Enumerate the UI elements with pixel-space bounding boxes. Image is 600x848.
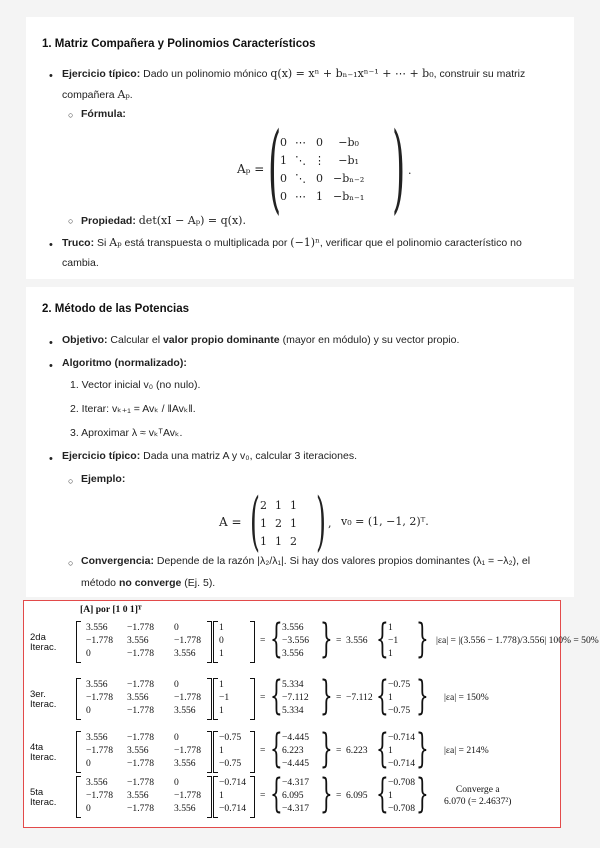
curly-brace: { xyxy=(376,616,389,662)
vector-cell: −0.75 xyxy=(219,732,242,743)
bracket xyxy=(207,731,212,773)
product-cell: −3.556 xyxy=(282,635,309,646)
bullet-circle: ○ xyxy=(68,476,74,486)
vector-cell: 1 xyxy=(219,705,224,716)
bracket xyxy=(250,731,255,773)
objective-line xyxy=(62,331,459,350)
objective-text: Calcular el xyxy=(107,334,163,346)
bracket xyxy=(76,731,81,773)
matrix-cell: 0 xyxy=(86,758,91,769)
convergence-line-2 xyxy=(81,574,215,593)
normalized-cell: −0.714 xyxy=(388,732,415,743)
matrix-cell: 3.556 xyxy=(174,648,196,659)
matrix-cell: −1.778 xyxy=(127,758,154,769)
exercise-text: Dado un polinomio mónico xyxy=(140,68,271,80)
scan-header: [A] por [1 0 1]ᵀ xyxy=(80,604,142,615)
vector-cell: 1 xyxy=(219,790,224,801)
product-cell: −4.317 xyxy=(282,777,309,788)
curly-brace: } xyxy=(416,771,429,817)
matrix-cell: −1.778 xyxy=(86,790,113,801)
ap-symbol: Aₚ xyxy=(117,88,130,101)
vector-cell: 1 xyxy=(219,745,224,756)
normalized-cell: 1 xyxy=(388,745,393,756)
matrix-cell: 3.556 xyxy=(174,705,196,716)
exercise-label: Ejercicio típico: xyxy=(62,68,141,80)
matrix-cell: −1.778 xyxy=(127,679,154,690)
equals-sign: = xyxy=(260,790,266,801)
bracket xyxy=(76,678,81,720)
matrix-cell: 3.556 xyxy=(86,679,108,690)
bracket xyxy=(213,678,218,720)
convergence-line xyxy=(81,552,571,571)
bracket xyxy=(250,678,255,720)
example-label: Ejemplo: xyxy=(81,473,126,485)
curly-brace: { xyxy=(270,673,283,719)
scale-factor: 3.556 xyxy=(346,635,368,646)
matrix-cell: −1.778 xyxy=(127,803,154,814)
matrix-cell: −1.778 xyxy=(127,705,154,716)
iteration-label: 3er. Iterac. xyxy=(30,689,57,710)
objective-text: (mayor en módulo) y su vector propio. xyxy=(279,334,460,346)
curly-brace: } xyxy=(320,726,333,772)
normalized-cell: −0.708 xyxy=(388,803,415,814)
polynomial-formula: q(x) = xⁿ + bₙ₋₁xⁿ⁻¹ + ⋯ + b₀ xyxy=(270,67,434,80)
scale-factor: −7.112 xyxy=(346,692,373,703)
product-cell: 6.223 xyxy=(282,745,304,756)
algorithm-label: Algoritmo (normalizado): xyxy=(62,357,187,369)
trick-label: Truco: xyxy=(62,237,95,249)
scale-factor: 6.223 xyxy=(346,745,368,756)
matrix-cell: 3.556 xyxy=(86,732,108,743)
convergence-text: (Ej. 5). xyxy=(181,577,216,589)
normalized-cell: −0.75 xyxy=(388,679,411,690)
product-cell: 6.095 xyxy=(282,790,304,801)
curly-brace: { xyxy=(270,616,283,662)
vector-cell: 1 xyxy=(219,622,224,633)
product-cell: −4.445 xyxy=(282,732,309,743)
bracket xyxy=(213,776,218,818)
trick-text: , verificar que el polinomio característico no xyxy=(319,237,522,249)
bracket xyxy=(76,776,81,818)
vector-cell: 1 xyxy=(219,679,224,690)
bracket xyxy=(213,731,218,773)
curly-brace: } xyxy=(416,616,429,662)
bullet-circle: ○ xyxy=(68,110,74,120)
normalized-cell: −0.714 xyxy=(388,758,415,769)
normalized-cell: −1 xyxy=(388,635,399,646)
left-paren: ( xyxy=(250,485,260,559)
vector-cell: −0.714 xyxy=(219,777,246,788)
vector-cell: 1 xyxy=(219,648,224,659)
matrix-cell: 0 xyxy=(174,622,179,633)
section-card-power-method: 2. Método de las Potencias • Objetivo: Calcular el valor propio dominante (mayor en módulo) y su vector propio. • Algoritmo (normalizado): 1. Vector inicial v₀ (no nulo). 2. Iterar: vₖ₊₁ = Avₖ / ‖Avₖ‖. 3. Aproximar λ ≈ vₖᵀAvₖ. • Ejercicio típico: Dada una matriz A y v₀, calcular 3 iteraciones. ○ Ejemplo: A = ( 2 1 1 1 2 1 1 1 2 ) , v₀ = (1, −1, 2)ᵀ. ○ Convergencia: Depende de la razón |λ₂/λ₁|. Si hay dos valores propios dominantes (λ₁ = −λ₂), el método no converge (Ej. 5). xyxy=(26,287,574,597)
scale-factor: 6.095 xyxy=(346,790,368,801)
algorithm-step: 3. Aproximar λ ≈ vₖᵀAvₖ. xyxy=(70,427,183,439)
equals-sign: = xyxy=(336,790,342,801)
trick-paragraph xyxy=(62,233,572,253)
curly-brace: { xyxy=(270,771,283,817)
matrix-cell: 0 xyxy=(174,679,179,690)
product-cell: −7.112 xyxy=(282,692,309,703)
matrix-cell: 0 xyxy=(86,803,91,814)
iteration-label: 2da Iterac. xyxy=(30,632,57,653)
curly-brace: { xyxy=(376,726,389,772)
error-value: |εa| = 150% xyxy=(444,692,489,703)
product-cell: 5.334 xyxy=(282,679,304,690)
vector-cell: 0 xyxy=(219,635,224,646)
error-value: |εa| = 214% xyxy=(444,745,489,756)
matrix-cell: 3.556 xyxy=(86,622,108,633)
objective-bold: valor propio dominante xyxy=(162,334,280,346)
bracket xyxy=(213,621,218,663)
matrix-cell: −1.778 xyxy=(174,790,201,801)
bullet-dot: • xyxy=(49,337,53,349)
bullet-dot: • xyxy=(49,360,53,372)
exercise-label: Ejercicio típico: xyxy=(62,450,141,462)
matrix-cell: 3.556 xyxy=(174,758,196,769)
equals-sign: = xyxy=(336,745,342,756)
bullet-dot: • xyxy=(49,70,53,82)
left-paren: ( xyxy=(268,112,282,224)
section-card-companion: 1. Matriz Compañera y Polinomios Característicos • Ejercicio típico: Dado un polinomio mónico q(x) = xⁿ + bₙ₋₁xⁿ⁻¹ + ⋯ + b₀, construir su matriz compañera Aₚ. ○ Fórmula: Aₚ = ( 0 ⋯ 0 −b₀ 1 ⋱ ⋮ −b₁ 0 ⋱ 0 −bₙ₋₂ 0 ⋯ 1 −bₙ₋₁ ) . ○ Propiedad: det(xI − Aₚ) = q(x). • Truco: Si Aₚ está transpuesta o multiplicada por (−1)ⁿ, verificar que el polinomio característico no cambia. xyxy=(26,17,574,279)
normalized-cell: −0.708 xyxy=(388,777,415,788)
matrix-cell: 0 xyxy=(86,648,91,659)
matrix-cell: −1.778 xyxy=(127,777,154,788)
bracket xyxy=(250,621,255,663)
property-formula: det(xI − Aₚ) = q(x). xyxy=(138,214,246,227)
section-title: 2. Método de las Potencias xyxy=(42,303,189,315)
right-paren: ) xyxy=(316,485,326,559)
matrix-cell: 3.556 xyxy=(127,692,149,703)
vector-cell: −0.75 xyxy=(219,758,242,769)
curly-brace: { xyxy=(376,673,389,719)
convergence-label: Convergencia: xyxy=(81,555,154,567)
product-cell: −4.445 xyxy=(282,758,309,769)
equals-sign: = xyxy=(336,692,342,703)
matrix-cell: 3.556 xyxy=(174,803,196,814)
matrix-cell: −1.778 xyxy=(127,732,154,743)
exercise-paragraph xyxy=(62,64,572,84)
equals-sign: = xyxy=(336,635,342,646)
exercise-text: Dada una matriz A y v₀, calcular 3 iteraciones. xyxy=(140,450,357,462)
property-label: Propiedad: xyxy=(81,215,136,227)
formula-lhs: Aₚ = xyxy=(237,162,265,176)
equals-sign: = xyxy=(260,692,266,703)
bullet-circle: ○ xyxy=(68,216,74,226)
normalized-cell: 1 xyxy=(388,692,393,703)
formula-label: Fórmula: xyxy=(81,108,126,120)
example-lhs: A = xyxy=(219,515,242,529)
vector-cell: −0.714 xyxy=(219,803,246,814)
bracket xyxy=(207,776,212,818)
normalized-cell: 1 xyxy=(388,648,393,659)
right-paren: ) xyxy=(392,112,406,224)
matrix-cell: 0 xyxy=(174,777,179,788)
iteration-label: 4ta Iterac. xyxy=(30,742,57,763)
product-cell: −4.317 xyxy=(282,803,309,814)
curly-brace: { xyxy=(270,726,283,772)
vector-cell: −1 xyxy=(219,692,230,703)
matrix-cell: −1.778 xyxy=(86,745,113,756)
bracket xyxy=(207,678,212,720)
error-value: |εa| = |(3.556 − 1.778)/3.556| 100% = 50% xyxy=(436,635,599,646)
equals-sign: = xyxy=(260,635,266,646)
matrix-cell: 3.556 xyxy=(127,635,149,646)
property-line xyxy=(81,211,246,231)
normalized-cell: 1 xyxy=(388,622,393,633)
iteration-label: 5ta Iterac. xyxy=(30,787,57,808)
bullet-circle: ○ xyxy=(68,558,74,568)
matrix-cell: −1.778 xyxy=(127,622,154,633)
bullet-dot: • xyxy=(49,239,53,251)
normalized-cell: −0.75 xyxy=(388,705,411,716)
objective-label: Objetivo: xyxy=(62,334,108,346)
matrix-cell: 3.556 xyxy=(127,745,149,756)
matrix-cell: 0 xyxy=(174,732,179,743)
ap-symbol: Aₚ xyxy=(109,236,122,249)
exercise-text: compañera xyxy=(62,89,118,101)
product-cell: 3.556 xyxy=(282,622,304,633)
example-matrix: 2 1 1 1 2 1 1 1 2 xyxy=(260,498,297,548)
curly-brace: } xyxy=(320,673,333,719)
equals-sign: = xyxy=(260,745,266,756)
curly-brace: } xyxy=(416,726,429,772)
curly-brace: } xyxy=(320,616,333,662)
trick-text: Si xyxy=(94,237,110,249)
curly-brace: { xyxy=(376,771,389,817)
matrix-cell: −1.778 xyxy=(127,648,154,659)
scanned-iterations-image xyxy=(23,600,599,828)
section-title: 1. Matriz Compañera y Polinomios Característicos xyxy=(42,38,316,50)
bracket xyxy=(76,621,81,663)
convergence-bold: no converge xyxy=(118,577,182,589)
product-cell: 5.334 xyxy=(282,705,304,716)
bracket xyxy=(250,776,255,818)
trick-text: cambia. xyxy=(62,257,99,269)
companion-matrix: 0 ⋯ 0 −b₀ 1 ⋱ ⋮ −b₁ 0 ⋱ 0 −bₙ₋₂ 0 ⋯ 1 −bₙ₋₁ xyxy=(280,135,365,203)
trick-factor: (−1)ⁿ xyxy=(290,236,320,249)
exercise-line xyxy=(62,447,357,466)
algorithm-step: 2. Iterar: vₖ₊₁ = Avₖ / ‖Avₖ‖. xyxy=(70,403,196,415)
matrix-cell: −1.778 xyxy=(86,692,113,703)
exercise-paragraph-2: compañera Aₚ. xyxy=(62,88,133,101)
exercise-text: , construir su matriz xyxy=(433,68,526,80)
normalized-cell: 1 xyxy=(388,790,393,801)
matrix-cell: −1.778 xyxy=(174,745,201,756)
curly-brace: } xyxy=(416,673,429,719)
error-value: Converge a 6.070 (= 2.4637²) xyxy=(444,784,512,807)
matrix-cell: −1.778 xyxy=(174,635,201,646)
algorithm-step: 1. Vector inicial v₀ (no nulo). xyxy=(70,379,201,391)
matrix-cell: 3.556 xyxy=(127,790,149,801)
matrix-cell: 0 xyxy=(86,705,91,716)
matrix-cell: −1.778 xyxy=(86,635,113,646)
convergence-text: Depende de la razón |λ₂/λ₁|. Si hay dos valores propios dominantes (λ₁ = −λ₂), el xyxy=(153,555,531,567)
convergence-text: método xyxy=(81,577,119,589)
product-cell: 3.556 xyxy=(282,648,304,659)
trick-text: está transpuesta o multiplicada por xyxy=(121,237,291,249)
example-v0: v₀ = (1, −1, 2)ᵀ. xyxy=(341,515,429,528)
bullet-dot: • xyxy=(49,453,53,465)
matrix-cell: 3.556 xyxy=(86,777,108,788)
matrix-cell: −1.778 xyxy=(174,692,201,703)
bracket xyxy=(207,621,212,663)
curly-brace: } xyxy=(320,771,333,817)
